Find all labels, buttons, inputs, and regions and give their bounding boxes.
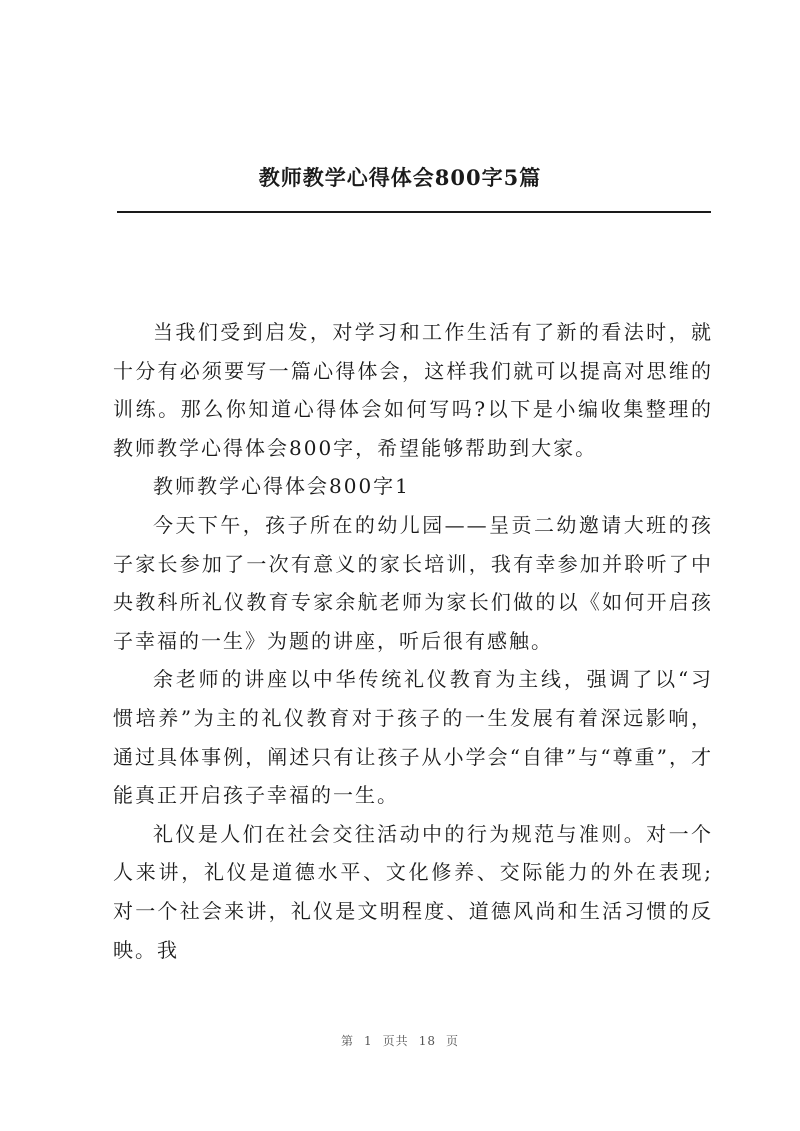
footer-middle: 页共 (382, 1034, 409, 1048)
footer-suffix: 页 (445, 1034, 459, 1048)
page-title: 教师教学心得体会800字5篇 (258, 165, 542, 190)
body-paragraph: 礼仪是人们在社会交往活动中的行为规范与准则。对一个人来讲，礼仪是道德水平、文化修养、交际能力的外在表现;对一个社会来讲，礼仪是文明程度、道德风尚和生活习惯的反映。我 (113, 821, 713, 962)
current-page-number: 1 (364, 1034, 373, 1048)
body-paragraph: 今天下午，孩子所在的幼儿园——呈贡二幼邀请大班的孩子家长参加了一次有意义的家长培训，我有幸参加并聆听了中央教科所礼仪教育专家余航老师为家长们做的以《如何开启孩子幸福的一生》为题的讲座，听后很有感触。 (113, 512, 713, 653)
total-pages-number: 18 (418, 1034, 436, 1048)
section-heading: 教师教学心得体会800字1 (153, 474, 410, 499)
footer-prefix: 第 (341, 1034, 355, 1048)
intro-paragraph: 当我们受到启发，对学习和工作生活有了新的看法时，就十分有必须要写一篇心得体会，这样我们就可以提高对思维的训练。那么你知道心得体会如何写吗?以下是小编收集整理的教师教学心得体会800字，希望能够帮助到大家。 (113, 320, 713, 460)
title-divider (117, 211, 711, 213)
document-body (113, 313, 713, 969)
body-paragraph: 余老师的讲座以中华传统礼仪教育为主线，强调了以“习惯培养”为主的礼仪教育对于孩子的一生发展有着深远影响，通过具体事例，阐述只有让孩子从小学会“自律”与“尊重”，才能真正开启孩子幸福的一生。 (113, 667, 713, 808)
page-footer (0, 1032, 800, 1050)
